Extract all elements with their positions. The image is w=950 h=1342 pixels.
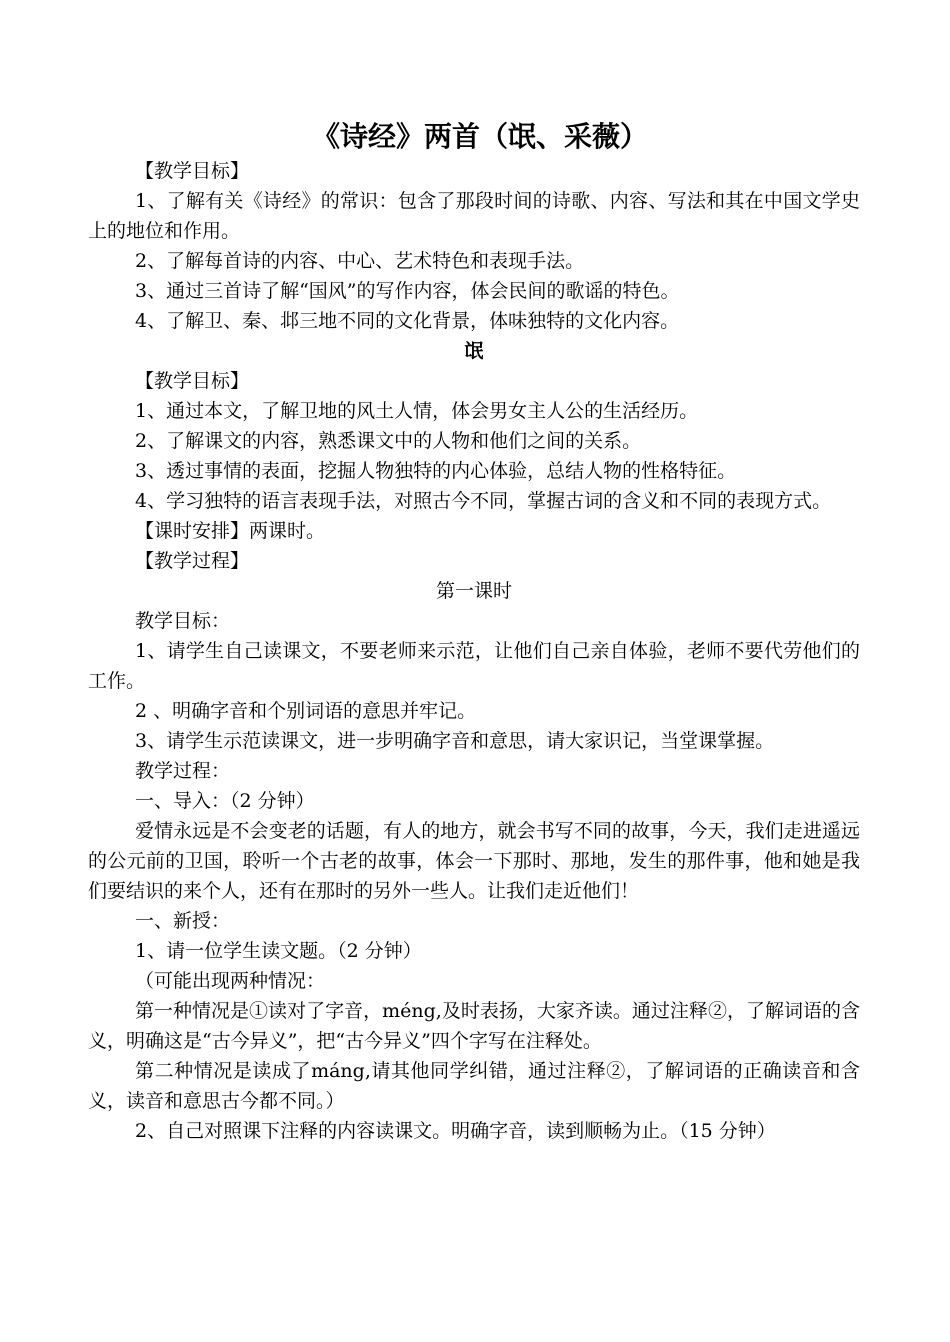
schedule-line: 【课时安排】两课时。	[135, 520, 326, 542]
intro-goal-item: 2、了解每首诗的内容、中心、艺术特色和表现手法。	[135, 250, 585, 272]
lesson-goal-item: 1、请学生自己读课文，不要老师来示范，让他们自己亲自体验，老师不要代劳他们的工作。	[88, 640, 860, 692]
step-new-heading: 一、新授：	[135, 910, 231, 932]
document-title: 《诗经》两首（氓、采薇）	[311, 120, 648, 153]
poem-title: 氓	[464, 340, 484, 362]
step-new-item: 2、自己对照课下注释的内容读课文。明确字音，读到顺畅为止。（15 分钟）	[135, 1120, 776, 1142]
case-one-text: 第一种情况是①读对了字音，méng,及时表扬，大家齐读。通过注释②，了解词语的含义，明确这是“古今异义”，把“古今异义”四个字写在注释处。	[88, 1000, 860, 1052]
lesson-process-heading: 教学过程：	[135, 760, 231, 782]
meng-goal-item: 2、了解课文的内容，熟悉课文中的人物和他们之间的关系。	[135, 430, 642, 452]
lesson-goal-item: 2 、明确字音和个别词语的意思并牢记。	[135, 700, 477, 722]
intro-goal-item: 3、通过三首诗了解“国风”的写作内容，体会民间的歌谣的特色。	[135, 280, 680, 302]
meng-goal-item: 3、透过事情的表面，挖掘人物独特的内心体验，总结人物的性格特征。	[135, 460, 737, 482]
lesson-goal-item: 3、请学生示范读课文，进一步明确字音和意思，请大家识记，当堂课掌握。	[135, 730, 775, 752]
step-new-item: 1、请一位学生读文题。（2 分钟）	[135, 940, 422, 962]
meng-goal-item: 1、通过本文，了解卫地的风土人情，体会男女主人公的生活经历。	[135, 400, 699, 422]
intro-goal-item: 4、了解卫、秦、邶三地不同的文化背景，体味独特的文化内容。	[135, 310, 680, 332]
case-two-text: 第二种情况是读成了máng,请其他同学纠错，通过注释②，了解词语的正确读音和含义，读音和意思古今都不同。）	[88, 1060, 860, 1112]
step-intro-text: 爱情永远是不会变老的话题，有人的地方，就会书写不同的故事，今天，我们走进遥远的公元前的卫国，聆听一个古老的故事，体会一下那时、那地，发生的那件事，他和她是我们要结识的来个人，还有在那时的另外一些人。让我们走近他们！	[88, 820, 860, 902]
intro-goals-heading: 【教学目标】	[135, 160, 250, 182]
meng-goals-heading: 【教学目标】	[135, 370, 250, 392]
lesson-goals-heading: 教学目标：	[135, 610, 231, 632]
meng-goal-item: 4、学习独特的语言表现手法，对照古今不同，掌握古词的含义和不同的表现方式。	[135, 490, 832, 512]
step-intro-heading: 一、导入：（2 分钟）	[135, 790, 315, 812]
intro-goal-item: 1、了解有关《诗经》的常识：包含了那段时间的诗歌、内容、写法和其在中国文学史上的地位和作用。	[88, 190, 860, 242]
process-heading: 【教学过程】	[135, 550, 250, 572]
lesson-title: 第一课时	[435, 580, 512, 602]
document-page	[88, 118, 860, 1146]
step-new-note: （可能出现两种情况：	[135, 970, 326, 992]
